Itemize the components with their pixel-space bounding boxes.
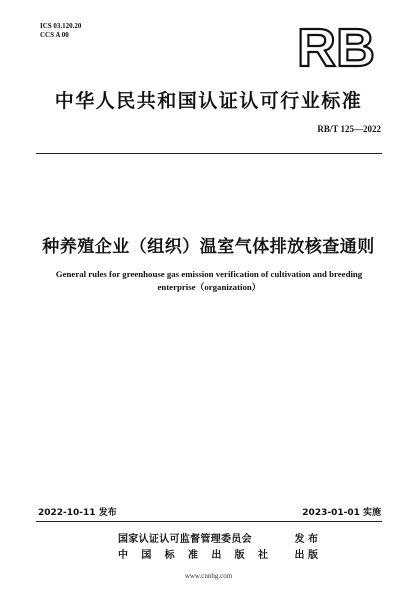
publisher-char: 标 (164, 550, 175, 561)
title-english (46, 268, 372, 294)
issuer-action-publish: 发 布 (294, 534, 318, 545)
publish-date: 2022-10-11 发布 (38, 508, 117, 518)
issuer-organization: 国家认证认可监督管理委员会 (118, 534, 252, 545)
title-english-line-2: enterprise（organization） (157, 282, 261, 292)
top-divider (36, 153, 382, 154)
ics-code: ICS 03.120.20 (40, 22, 82, 30)
rb-logo-text: RB (297, 22, 375, 72)
issuer-action-print: 出 版 (294, 550, 318, 561)
website-watermark: www.cnnhg.com (184, 572, 233, 580)
issuing-category-title: 中华人民共和国认证认可行业标准 (54, 90, 363, 112)
rb-logo (288, 22, 384, 72)
issuer-line-1 (118, 532, 318, 548)
title-english-line-1: General rules for greenhouse gas emission verification of cultivation and breeding (55, 269, 363, 279)
implementation-date: 2023-01-01 实施 (302, 508, 381, 518)
ics-ccs-block (40, 22, 81, 40)
title-chinese: 种养殖企业（组织）温室气体排放核查通则 (42, 237, 375, 257)
publisher-char: 准 (187, 550, 198, 561)
publisher-char: 出 (211, 550, 222, 561)
ccs-code: CCS A 00 (40, 31, 69, 39)
publisher-char: 国 (141, 550, 152, 561)
publisher-char: 中 (118, 550, 128, 561)
bottom-divider (36, 521, 382, 522)
issuer-line-2 (118, 548, 318, 564)
standard-code: RB/T 125—2022 (317, 124, 381, 134)
publisher-name (118, 548, 268, 564)
publisher-char: 社 (257, 550, 268, 561)
publisher-char: 版 (234, 550, 245, 561)
issuer-block (118, 532, 318, 564)
